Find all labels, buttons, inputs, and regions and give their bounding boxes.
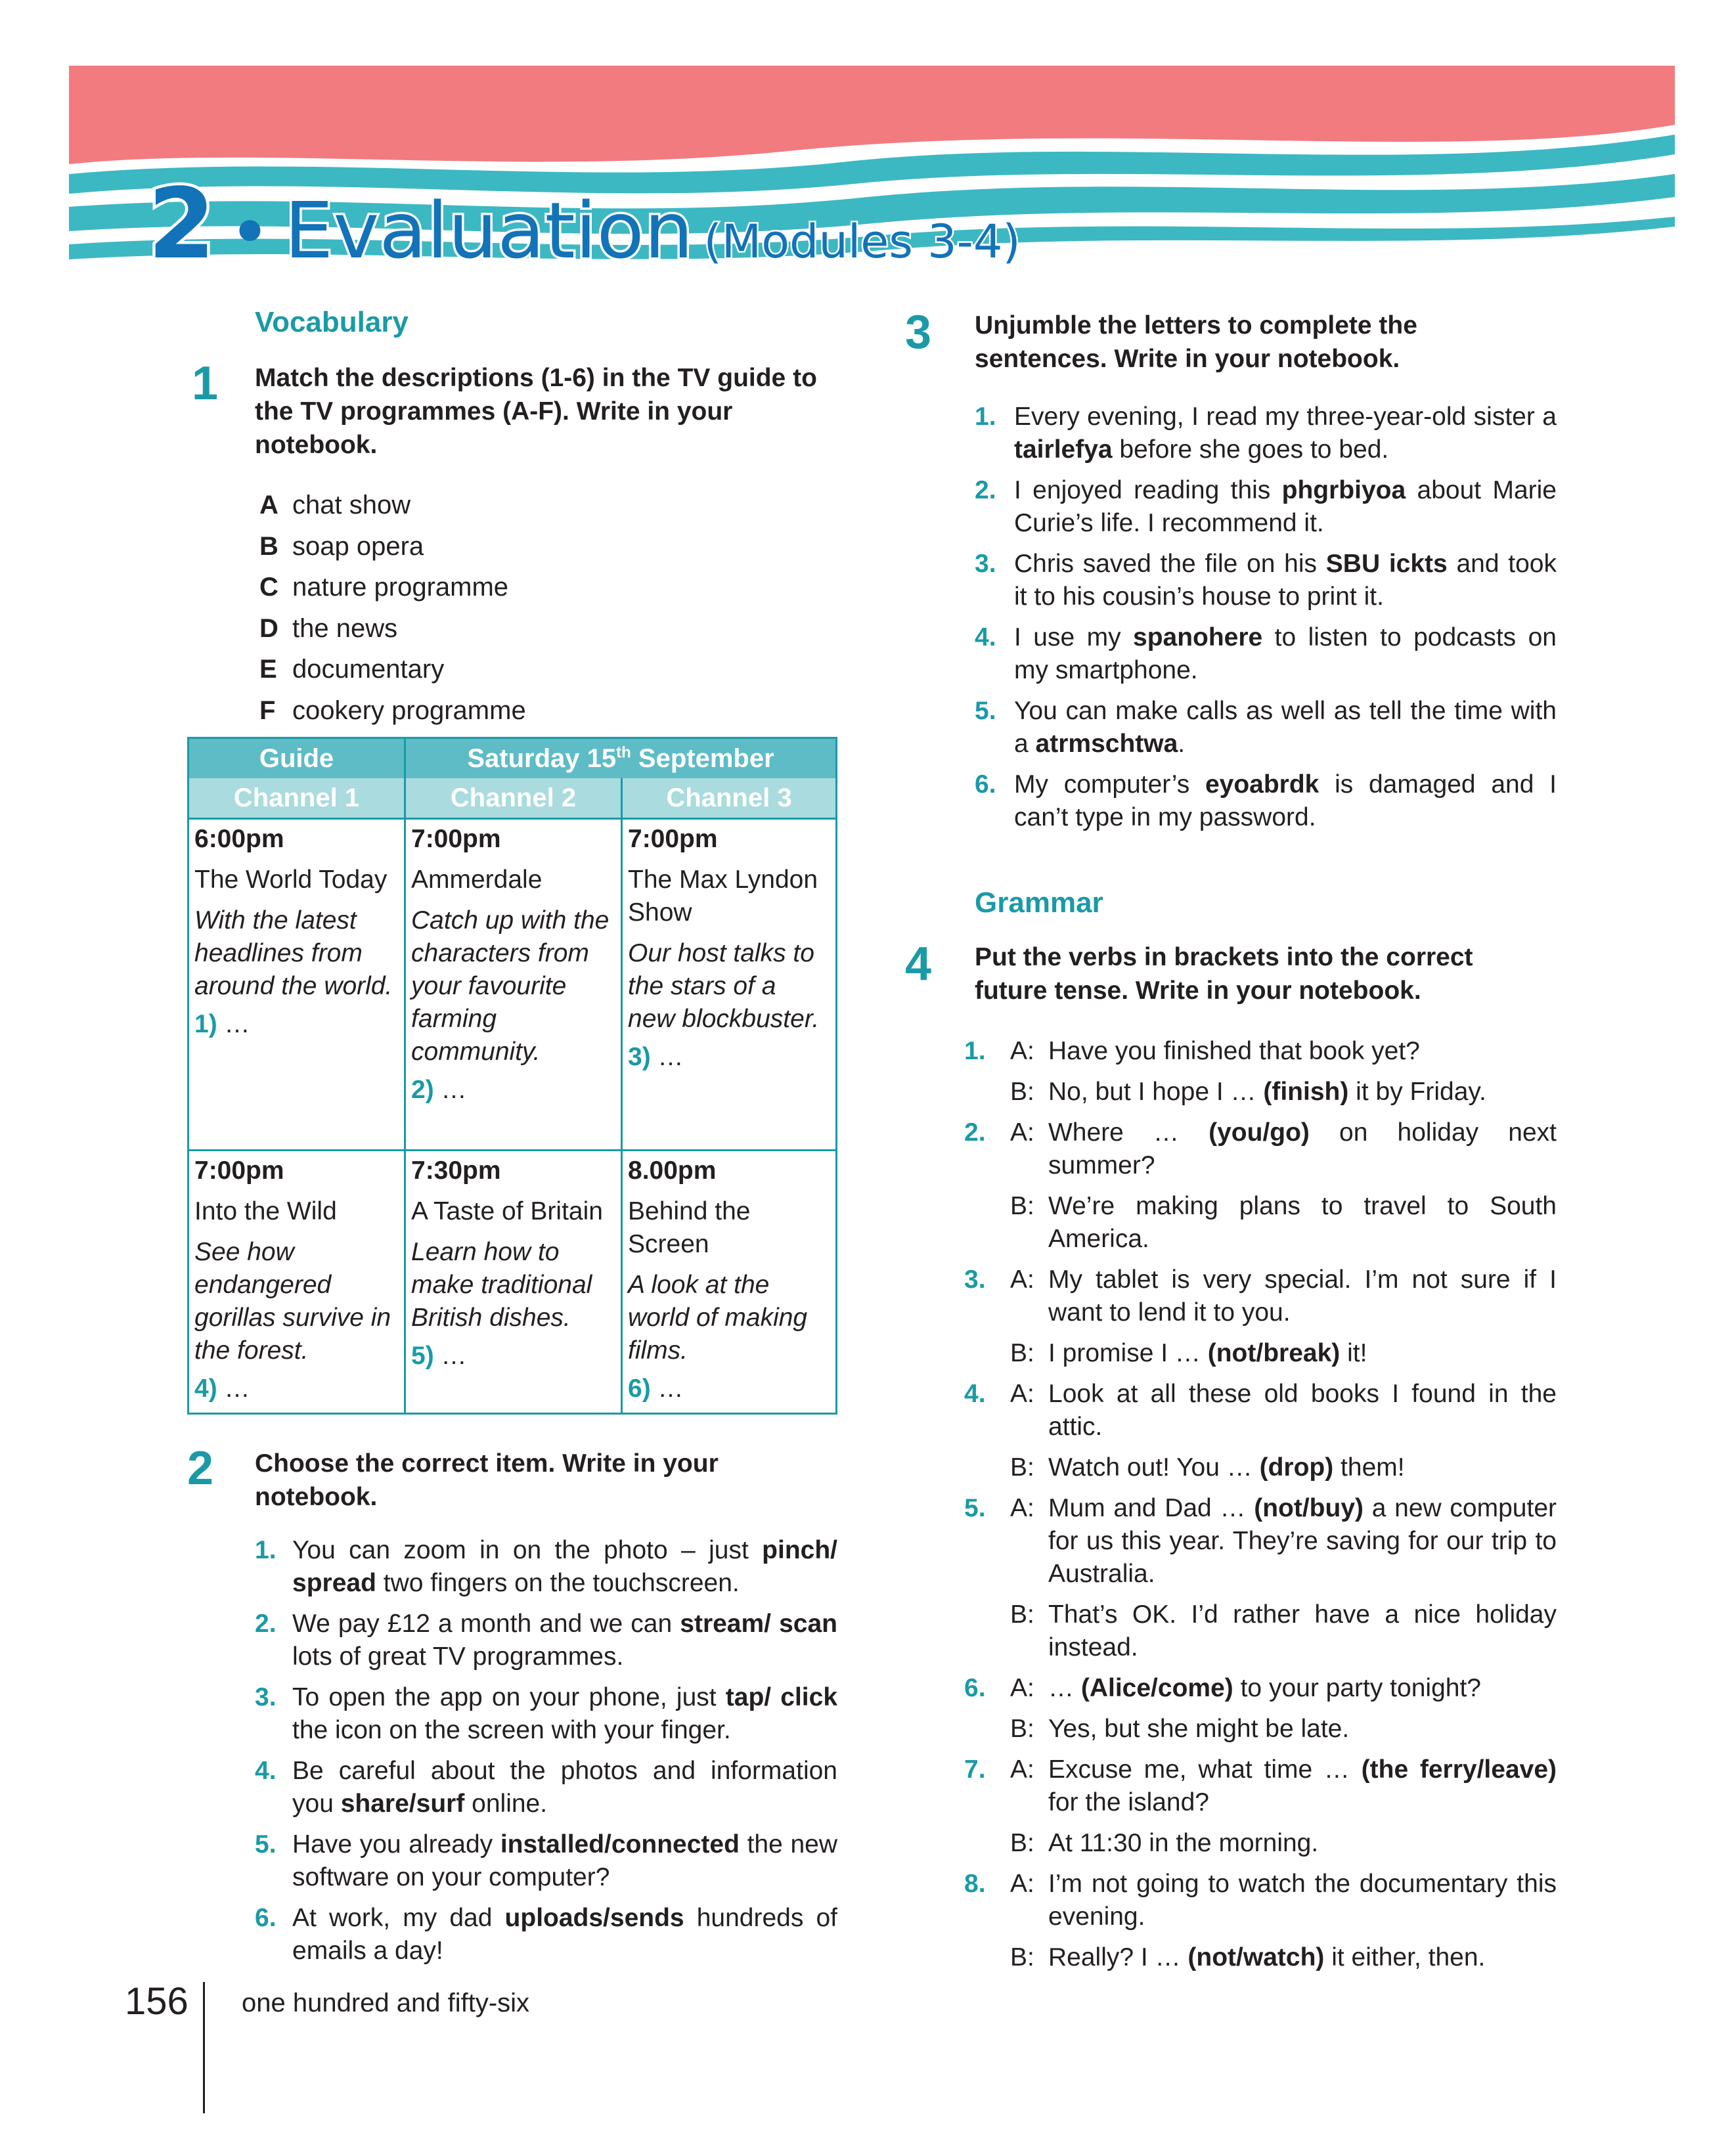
list-item: 5. Have you already installed/connected the new software on your computer?: [255, 1830, 838, 1891]
answer-slot: 4) …: [194, 1375, 250, 1403]
list-item: 4. I use my spanohere to listen to podcasts on my smartphone.: [975, 623, 1557, 684]
exercise-1-number: 1: [192, 357, 219, 410]
programme-time: 7:00pm: [194, 1156, 284, 1185]
answer-slot: 3) …: [628, 1043, 684, 1071]
option-text: the news: [292, 613, 398, 643]
programme-time: 7:30pm: [411, 1156, 501, 1185]
tv-guide-channels: [189, 778, 835, 818]
table-divider: [404, 739, 406, 1413]
tv-guide-header: [189, 739, 835, 778]
programme-description: Catch up with the characters from your favourite farming community.: [411, 906, 610, 1066]
grammar-heading: Grammar: [975, 887, 1103, 919]
guide-date: Saturday 15th September: [467, 743, 774, 773]
answer-slot: 1) …: [194, 1010, 250, 1038]
dialogue-item: 2. A: Where … (you/go) on holiday next summer? B: We’re making plans to travel to South America.: [964, 1118, 1557, 1253]
option-item: [259, 649, 526, 690]
option-key: F: [259, 695, 276, 725]
exercise-3-items: [964, 401, 1557, 842]
list-item: 3. Chris saved the file on his SBU ickts and took it to his cousin’s house to print it.: [975, 550, 1557, 611]
option-item: [259, 526, 526, 567]
answer-slot: 6) …: [628, 1375, 684, 1403]
programme-name: Ammerdale: [411, 866, 543, 894]
programme-description: See how endangered gorillas survive in the forest.: [194, 1238, 391, 1365]
option-item: [259, 485, 526, 526]
dialogue-item: 8. A: I’m not going to watch the documentary this evening. B: Really? I … (not/watch) it either, then.: [964, 1870, 1557, 1971]
programme-cell: [628, 1155, 828, 1405]
guide-label: Guide: [259, 744, 334, 773]
exercise-4-instruction: Put the verbs in brackets into the correct future tense. Write in your notebook.: [975, 943, 1473, 1005]
table-divider: [189, 1149, 835, 1151]
option-text: cookery programme: [292, 695, 526, 725]
list-item: 2. We pay £12 a month and we can stream/ scan lots of great TV programmes.: [255, 1610, 837, 1671]
channel-1-header: Channel 1: [233, 783, 360, 812]
tv-guide-table: [187, 737, 837, 1415]
answer-slot: 2) …: [411, 1076, 467, 1104]
dialogue-item: 5. A: Mum and Dad … (not/buy) a new computer for us this year. They’re saving for our trip to Australia. B: That’s OK. I’d rather have a nice holiday instead.: [964, 1494, 1557, 1661]
exercise-1-options: [259, 485, 526, 731]
table-divider: [621, 778, 623, 1413]
list-item: 5. You can make calls as well as tell the time with a atrmschtwa.: [975, 697, 1557, 758]
programme-time: 8.00pm: [628, 1156, 717, 1185]
option-text: chat show: [292, 491, 411, 519]
exercise-2-instruction: Choose the correct item. Write in your notebook.: [255, 1449, 719, 1511]
option-key: E: [259, 655, 277, 684]
answer-slot: 5) …: [411, 1342, 467, 1370]
exercise-4-number: 4: [905, 938, 932, 990]
exercise-3-number: 3: [905, 306, 932, 359]
list-item: 1. You can zoom in on the photo – just pinch/ spread two fingers on the touchscreen.: [255, 1536, 837, 1597]
programme-cell: [194, 823, 401, 1041]
list-item: 6. At work, my dad uploads/sends hundreds of emails a day!: [255, 1904, 837, 1965]
vocabulary-heading: Vocabulary: [255, 306, 409, 338]
programme-cell: [411, 823, 618, 1107]
option-item: [259, 690, 526, 732]
dialogue-item: 3. A: My tablet is very special. I’m not sure if I want to lend it to you. B: I promise I … (not/break) it!: [964, 1265, 1557, 1367]
dialogue-item: 6. A: … (Alice/come) to your party tonight? B: Yes, but she might be late.: [964, 1674, 1481, 1743]
exercise-2-items: [255, 1534, 837, 1975]
option-item: [259, 567, 526, 608]
programme-name: A Taste of Britain: [411, 1197, 603, 1225]
option-item: [259, 608, 526, 649]
programme-time: 7:00pm: [411, 825, 501, 853]
programme-time: 6:00pm: [194, 825, 284, 853]
dialogue-item: 7. A: Excuse me, what time … (the ferry/leave) for the island? B: At 11:30 in the morning.: [964, 1755, 1557, 1857]
list-item: 1. Every evening, I read my three-year-old sister a tairlefya before she goes to bed.: [975, 403, 1557, 464]
programme-description: A look at the world of making films.: [628, 1271, 808, 1365]
exercise-4-dialogues: [964, 1035, 1557, 1982]
title-bullet: •: [228, 190, 271, 275]
programme-cell: [628, 823, 828, 1074]
programme-name: Behind the Screen: [628, 1197, 751, 1258]
list-item: 2. I enjoyed reading this phgrbiyoa about Marie Curie’s life. I recommend it.: [975, 476, 1557, 537]
footer-divider: [203, 1982, 205, 2113]
programme-cell: [194, 1155, 401, 1405]
programme-description: Learn how to make traditional British dishes.: [411, 1238, 592, 1332]
programme-name: The World Today: [194, 866, 388, 894]
dialogue-item: 4. A: Look at all these old books I found in the attic. B: Watch out! You … (drop) them!: [964, 1380, 1557, 1482]
exercise-2-number: 2: [187, 1442, 214, 1495]
title-subtitle: (Modules 3-4): [703, 215, 1021, 269]
title-number: 2: [148, 167, 215, 280]
exercise-3-instruction: Unjumble the letters to complete the sentences. Write in your notebook.: [975, 311, 1417, 373]
page-title: [148, 167, 1021, 280]
list-item: 3. To open the app on your phone, just tap/ click the icon on the screen with your finger.: [255, 1683, 838, 1744]
channel-2-header: Channel 2: [450, 783, 577, 812]
option-key: B: [259, 531, 278, 561]
programme-cell: [411, 1155, 618, 1373]
list-item: 6. My computer’s eyoabrdk is damaged and I can’t type in my password.: [975, 770, 1557, 831]
dialogue-item: 1. A: Have you finished that book yet? B: No, but I hope I … (finish) it by Friday.: [964, 1037, 1486, 1106]
programme-name: Into the Wild: [194, 1197, 337, 1225]
table-divider: [189, 818, 835, 820]
programme-name: The Max Lyndon Show: [628, 866, 818, 927]
option-key: D: [259, 613, 278, 643]
option-key: C: [259, 573, 278, 602]
option-text: documentary: [292, 655, 445, 684]
page-number: 156: [125, 1980, 189, 2023]
programme-description: Our host talks to the stars of a new blockbuster.: [628, 939, 820, 1033]
title-word: Evaluation: [284, 185, 694, 276]
list-item: 4. Be careful about the photos and information you share/surf online.: [255, 1757, 837, 1818]
programme-time: 7:00pm: [628, 825, 718, 853]
page-number-words: one hundred and fifty-six: [242, 1989, 530, 2017]
channel-3-header: Channel 3: [666, 783, 792, 812]
option-key: A: [259, 491, 278, 519]
option-text: nature programme: [292, 573, 509, 602]
programme-description: With the latest headlines from around the world.: [194, 906, 393, 1000]
option-text: soap opera: [292, 531, 424, 561]
exercise-1-instruction: Match the descriptions (1-6) in the TV guide to the TV programmes (A-F). Write in your notebook.: [255, 364, 817, 459]
